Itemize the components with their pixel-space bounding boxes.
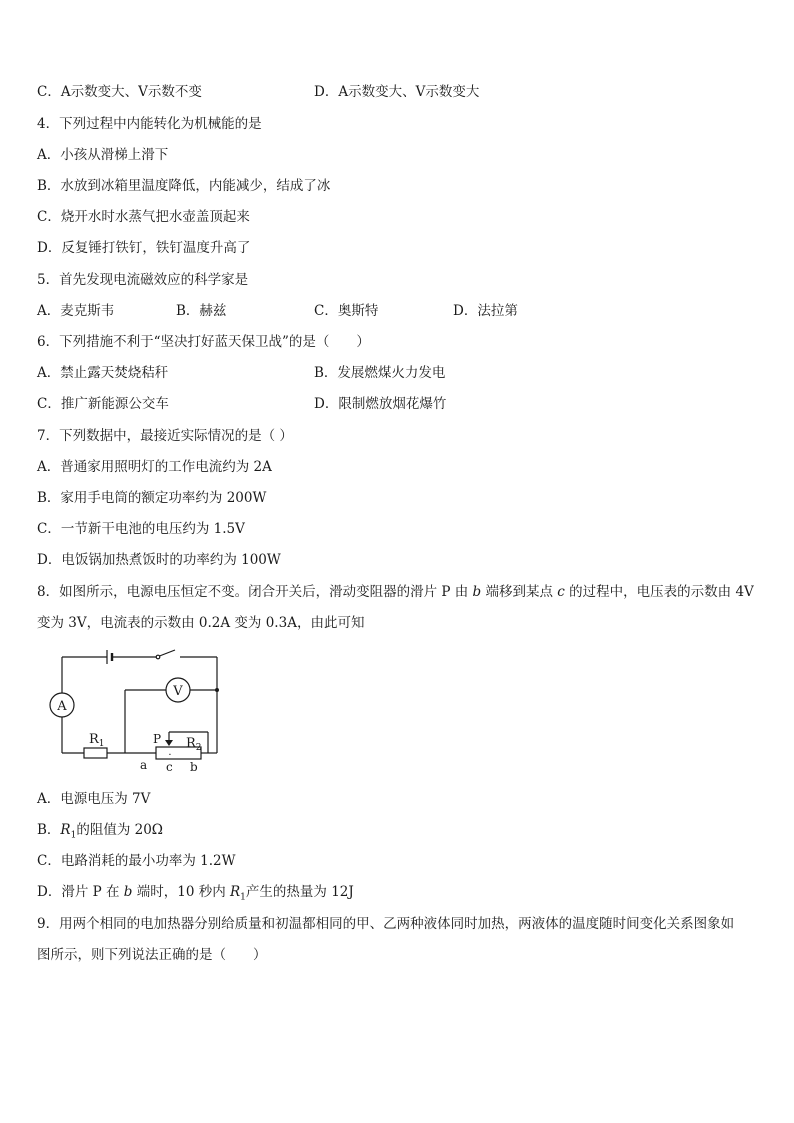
terminal-c-label: c [166,760,173,774]
q3-option-c: C．A示数变大、V示数不变 [37,84,202,100]
q6-option-d: D．限制燃放烟花爆竹 [314,396,447,412]
q8-option-b [37,821,163,845]
q3-option-d: D．A示数变大、V示数变大 [314,84,480,100]
q8-option-b-var: R [60,822,71,838]
q8-stem-line1 [37,583,754,601]
q8-option-d-tail: 产生的热量为 12J [245,884,354,900]
switch-contact-left [156,655,160,659]
terminal-b-label: b [190,760,198,774]
q8-stem-var-b: b [472,584,482,600]
slider-arrow [165,740,173,746]
q5-option-a: A．麦克斯韦 [37,303,115,319]
q4-option-c: C．烧开水时水蒸气把水壶盖顶起来 [37,209,250,225]
q5-option-c: C．奥斯特 [314,303,379,319]
terminal-a-label: a [140,758,148,772]
q4-option-b: B．水放到冰箱里温度降低，内能减少，结成了冰 [37,178,331,194]
q8-stem-var-c: c [557,584,565,600]
q8-stem-text: 的过程中，电压表的示数由 4V [564,584,754,600]
q8-option-b-prefix: B． [37,822,61,838]
slider-mark: · [168,750,172,761]
circuit-diagram [40,645,230,775]
r2-label: $R_2$ [186,736,202,753]
resistor-r1 [84,748,107,758]
q4-option-a: A．小孩从滑梯上滑下 [37,147,169,163]
q6-stem: 6．下列措施不利于“坚决打好蓝天保卫战”的是（ ） [37,334,370,350]
q9-stem-line1: 9．用两个相同的电加热器分别给质量和初温都相同的甲、乙两种液体同时加热，两液体的温度随时间变化关系图象如 [37,916,735,932]
q8-option-d-text: 端时，10 秒内 [132,884,230,900]
r1-label: $R_1$ [89,732,105,749]
q6-option-b: B．发展燃煤火力发电 [314,365,446,381]
q5-option-d: D．法拉第 [453,303,518,319]
q7-option-d: D．电饭锅加热煮饭时的功率约为 100W [37,552,281,568]
q8-option-d-var-b: b [123,884,133,900]
q9-stem-line2: 图所示，则下列说法正确的是（ ） [37,947,267,963]
slider-p-label: P [153,732,162,746]
q6-option-a: A．禁止露天焚烧秸秆 [37,365,169,381]
q5-stem: 5．首先发现电流磁效应的科学家是 [37,272,249,288]
q8-option-d-prefix: D．滑片 P 在 [37,884,124,900]
switch-lever [160,650,176,656]
q7-option-b: B．家用手电筒的额定功率约为 200W [37,490,267,506]
q8-stem-text: 8．如图所示，电源电压恒定不变。闭合开关后，滑动变阻器的滑片 P 由 [37,584,473,600]
q8-option-b-sub: 1 [70,830,77,841]
q4-stem: 4．下列过程中内能转化为机械能的是 [37,116,262,132]
q5-option-b: B．赫兹 [176,303,227,319]
q7-stem: 7．下列数据中，最接近实际情况的是（ ） [37,428,293,444]
q8-option-d-sub: 1 [240,892,246,903]
q8-option-b-text: 的阻值为 20Ω [76,822,163,838]
junction-dot [215,688,219,692]
q8-option-c: C．电路消耗的最小功率为 1.2W [37,853,236,869]
q7-option-c: C．一节新干电池的电压约为 1.5V [37,521,245,537]
ammeter-label: A [57,699,67,714]
q7-option-a: A．普通家用照明灯的工作电流约为 2A [37,459,272,475]
q8-stem-line2: 变为 3V，电流表的示数由 0.2A 变为 0.3A，由此可知 [37,615,365,631]
q8-stem-text: 端移到某点 [481,584,558,600]
q6-option-c: C．推广新能源公交车 [37,396,169,412]
q8-option-d-var-r: R [230,884,241,900]
q8-option-d [37,883,354,907]
q8-option-a: A．电源电压为 7V [37,791,151,807]
voltmeter-label: V [173,684,183,699]
q4-option-d: D．反复锤打铁钉，铁钉温度升高了 [37,240,251,256]
